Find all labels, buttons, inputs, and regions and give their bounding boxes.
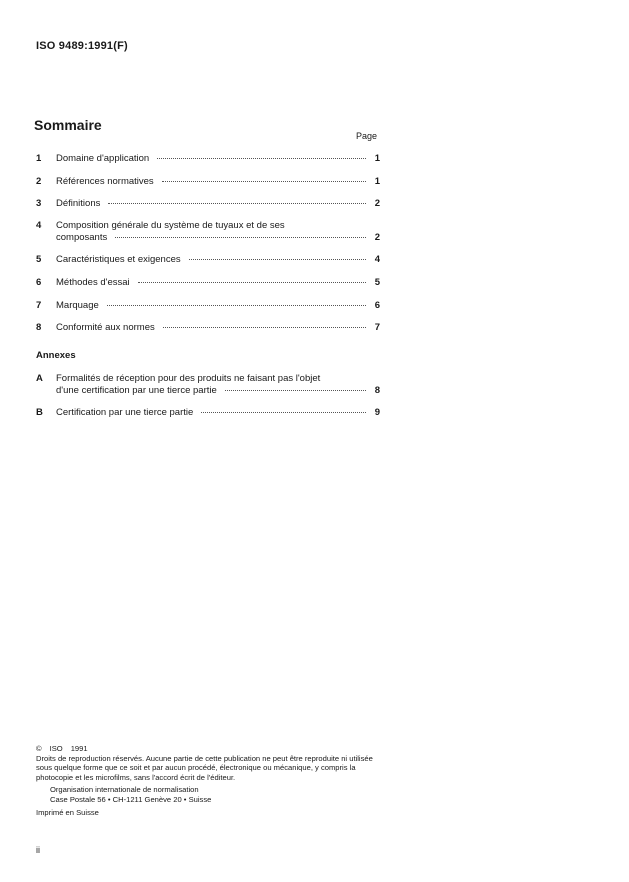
- annex-page: 9: [374, 407, 380, 418]
- toc-entry-number: 2: [36, 176, 42, 187]
- dot-leader: [163, 326, 366, 328]
- toc-entry-number: 7: [36, 300, 42, 311]
- toc-entry-title: Domaine d'application: [56, 153, 150, 164]
- toc-entry-number: 1: [36, 153, 42, 164]
- dot-leader: [115, 236, 366, 238]
- annex-title-continued: d'une certification par une tierce partie: [56, 385, 217, 396]
- dot-leader: [108, 202, 366, 204]
- organisation-address: Case Postale 56 • CH-1211 Genève 20 • Suisse: [50, 794, 212, 804]
- copyright-symbol: ©: [36, 744, 42, 753]
- toc-entry-number: 4: [36, 220, 42, 231]
- toc-entry-title: Références normatives: [56, 176, 154, 187]
- toc-entry-title: Conformité aux normes: [56, 322, 155, 333]
- annex-title: Formalités de réception pour des produits ne faisant pas l'objet: [56, 373, 321, 384]
- annex-title: Certification par une tierce partie: [56, 407, 194, 418]
- document-id: ISO 9489:1991(F): [36, 40, 128, 52]
- organisation-name: Organisation internationale de normalisation: [50, 785, 199, 795]
- toc-entry-number: 3: [36, 198, 42, 209]
- dot-leader: [138, 281, 366, 283]
- annex-letter: A: [36, 373, 43, 384]
- toc-entry-title: Composition générale du système de tuyaux et de ses: [56, 220, 285, 231]
- annex-page: 8: [374, 385, 380, 396]
- toc-entry-number: 5: [36, 254, 42, 265]
- toc-entry-page: 5: [374, 277, 380, 288]
- toc-entry-page: 2: [374, 232, 380, 243]
- page-title: Sommaire: [34, 117, 102, 133]
- annex-letter: B: [36, 407, 43, 418]
- copyright-org: ISO: [49, 744, 63, 753]
- toc-entry-page: 1: [374, 153, 380, 164]
- dot-leader: [157, 157, 366, 159]
- rights-statement: Droits de reproduction réservés. Aucune partie de cette publication ne peut être reproduite ni utilisée sous quelque forme que ce soit et par aucun procédé, électronique ou mécanique, y compris la photocopie et les microfilms, sans l'accord écrit de l'éditeur.: [36, 753, 373, 782]
- toc-entry-page: 1: [374, 176, 380, 187]
- toc-entry-number: 6: [36, 277, 42, 288]
- page-column-header: Page: [356, 131, 378, 141]
- dot-leader: [201, 411, 366, 413]
- toc-entry-number: 8: [36, 322, 42, 333]
- dot-leader: [162, 180, 366, 182]
- toc-entry-page: 2: [374, 198, 380, 209]
- dot-leader: [107, 304, 366, 306]
- annexes-heading: Annexes: [36, 350, 76, 361]
- toc-entry-title: Marquage: [56, 300, 99, 311]
- toc-entry-title-continued: composants: [56, 232, 108, 243]
- toc-entry-page: 4: [374, 254, 380, 265]
- copyright-year: 1991: [70, 744, 88, 753]
- dot-leader: [189, 258, 366, 260]
- toc-entry-title: Définitions: [56, 198, 101, 209]
- dot-leader: [225, 389, 366, 391]
- page-number: ii: [36, 845, 40, 855]
- copyright-line: [36, 744, 386, 754]
- toc-entry-page: 7: [374, 322, 380, 333]
- printed-in: Imprimé en Suisse: [36, 807, 99, 817]
- copyright-block: [36, 744, 386, 817]
- toc-entry-page: 6: [374, 300, 380, 311]
- toc-entry-title: Méthodes d'essai: [56, 277, 130, 288]
- toc-entry-title: Caractéristiques et exigences: [56, 254, 181, 265]
